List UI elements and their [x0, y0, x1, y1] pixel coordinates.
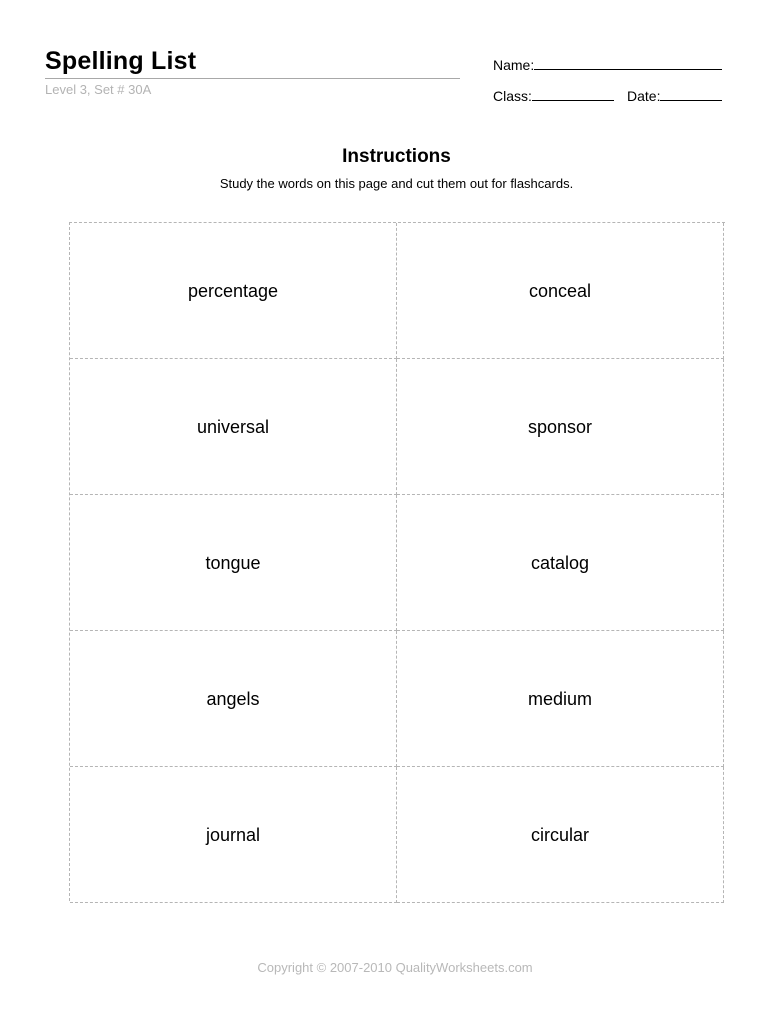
flashcard-word: conceal	[528, 280, 592, 301]
flashcard-word: sponsor	[527, 416, 593, 437]
flashcard	[397, 359, 724, 495]
flashcard-word: medium	[527, 688, 593, 709]
flashcard-word: circular	[530, 824, 589, 845]
date-field	[627, 86, 722, 104]
flashcard	[70, 631, 397, 767]
flashcard-word: tongue	[205, 552, 261, 573]
class-label: Class:	[493, 88, 532, 104]
instructions-text: Study the words on this page and cut them out for flashcards.	[219, 176, 574, 191]
date-label: Date:	[627, 88, 661, 104]
name-line[interactable]	[534, 55, 722, 70]
page-title: Spelling List	[45, 46, 460, 79]
flashcard	[397, 767, 724, 903]
flashcard-grid	[69, 222, 725, 901]
flashcard-word: percentage	[187, 280, 279, 301]
name-label: Name:	[493, 57, 535, 73]
flashcard	[70, 495, 397, 631]
class-field	[493, 86, 614, 104]
flashcard	[397, 223, 724, 359]
instructions-heading: Instructions	[342, 146, 451, 167]
name-field	[493, 55, 722, 73]
date-line[interactable]	[660, 86, 722, 101]
flashcard	[70, 223, 397, 359]
copyright-notice: Copyright © 2007-2010 QualityWorksheets.com	[257, 960, 533, 975]
flashcard	[397, 495, 724, 631]
class-line[interactable]	[532, 86, 614, 101]
flashcard	[70, 359, 397, 495]
flashcard-word: journal	[205, 824, 261, 845]
flashcard-word: universal	[196, 416, 270, 437]
page-subtitle: Level 3, Set # 30A	[45, 82, 152, 97]
flashcard-word: angels	[206, 688, 260, 709]
flashcard-word: catalog	[530, 552, 590, 573]
header-title-block	[45, 46, 460, 98]
flashcard	[70, 767, 397, 903]
flashcard	[397, 631, 724, 767]
